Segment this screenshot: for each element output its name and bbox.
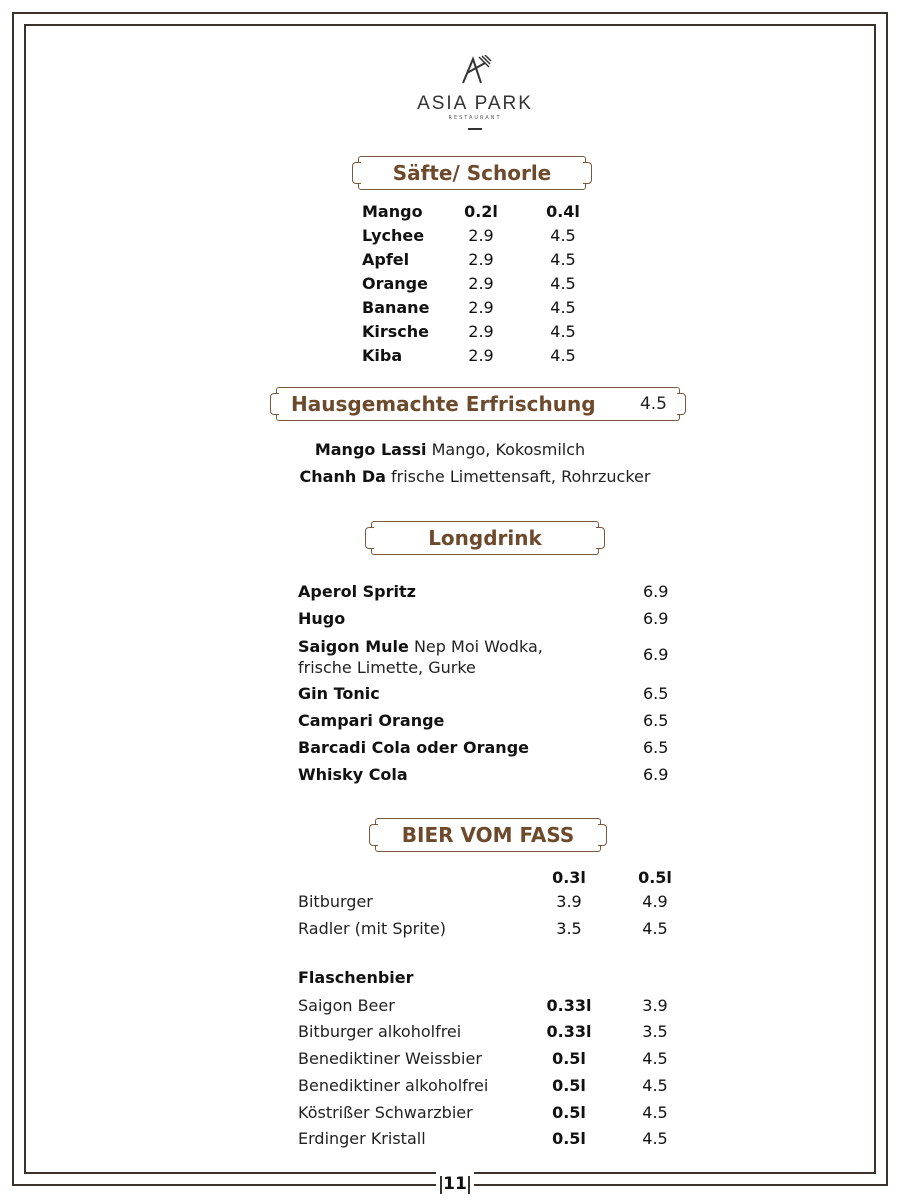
menu-item-price-small: 3.9	[556, 892, 582, 911]
section-price: 4.5	[639, 394, 667, 414]
menu-item-desc-cont: frische Limette, Gurke	[298, 658, 476, 677]
menu-item-price: 4.5	[642, 1129, 668, 1148]
menu-item-price-large: 4.5	[550, 322, 576, 341]
logo-divider	[468, 128, 482, 130]
menu-item-price: 6.5	[643, 738, 669, 757]
saefte-header-name: Mango	[362, 202, 423, 221]
menu-item-price: 3.5	[642, 1022, 668, 1041]
menu-item-mango-lassi	[0, 440, 900, 459]
menu-item-name: Aperol Spritz	[298, 582, 416, 601]
menu-item-name: Hugo	[298, 609, 346, 628]
page-number	[436, 1170, 474, 1200]
logo-fork-icon	[455, 55, 495, 85]
logo-subtitle: RESTAURANT	[448, 115, 502, 121]
menu-item-desc: frische Limettensaft, Rohrzucker	[390, 467, 651, 486]
menu-item-name: Gin Tonic	[298, 684, 380, 703]
page-number-text: 11	[443, 1174, 467, 1194]
menu-item-name: Köstrißer Schwarzbier	[298, 1103, 473, 1122]
menu-item-price-small: 2.9	[468, 298, 494, 317]
menu-item-name: Benediktiner Weissbier	[298, 1049, 482, 1068]
menu-item-price-large: 4.9	[642, 892, 668, 911]
menu-item-price: 6.9	[643, 645, 669, 664]
menu-item-price-small: 2.9	[468, 250, 494, 269]
menu-item-size: 0.5l	[552, 1103, 586, 1122]
menu-item-name: Radler (mit Sprite)	[298, 919, 447, 938]
section-title: Säfte/ Schorle	[392, 161, 552, 185]
menu-item-price-small: 2.9	[468, 346, 494, 365]
menu-item-name: Barcadi Cola oder Orange	[298, 738, 529, 757]
section-banner-longdrink	[371, 521, 599, 555]
flaschenbier-heading: Flaschenbier	[298, 968, 414, 987]
menu-item-price: 4.5	[642, 1076, 668, 1095]
menu-item-desc: Nep Moi Wodka,	[413, 637, 543, 656]
section-title: Hausgemachte Erfrischung	[291, 392, 596, 416]
menu-item-name: Benediktiner alkoholfrei	[298, 1076, 489, 1095]
menu-item-price: 6.9	[643, 765, 669, 784]
menu-item-price-small: 2.9	[468, 322, 494, 341]
menu-item-price: 4.5	[642, 1049, 668, 1068]
bier-header-small: 0.3l	[552, 868, 586, 887]
menu-item-desc: Mango, Kokosmilch	[431, 440, 586, 459]
menu-item-price-large: 4.5	[550, 298, 576, 317]
menu-item-size: 0.5l	[552, 1076, 586, 1095]
menu-item-price: 6.5	[643, 684, 669, 703]
menu-item-name: Lychee	[362, 226, 425, 245]
logo-name: ASIA PARK	[417, 93, 533, 114]
restaurant-logo	[390, 55, 560, 140]
menu-item-price: 4.5	[642, 1103, 668, 1122]
menu-item-name: Bitburger	[298, 892, 373, 911]
menu-item-name: Kiba	[362, 346, 403, 365]
section-title: BIER VOM FASS	[401, 823, 575, 847]
section-title: Longdrink	[428, 526, 542, 550]
menu-item-name: Banane	[362, 298, 430, 317]
menu-item-name: Campari Orange	[298, 711, 445, 730]
menu-item-saigon-mule	[298, 637, 543, 656]
menu-item-size: 0.33l	[546, 996, 592, 1015]
bier-header-large: 0.5l	[638, 868, 672, 887]
menu-item-name: Erdinger Kristall	[298, 1129, 426, 1148]
menu-item-size: 0.5l	[552, 1129, 586, 1148]
menu-item-price-small: 2.9	[468, 274, 494, 293]
menu-item-name: Whisky Cola	[298, 765, 408, 784]
menu-item-name: Orange	[362, 274, 428, 293]
menu-item-price: 6.5	[643, 711, 669, 730]
menu-item-price-small: 2.9	[468, 226, 494, 245]
menu-item-name: Kirsche	[362, 322, 430, 341]
menu-item-price-large: 4.5	[550, 346, 576, 365]
saefte-header-small: 0.2l	[464, 202, 498, 221]
menu-item-price-large: 4.5	[550, 226, 576, 245]
menu-item-chanh-da	[0, 467, 900, 486]
menu-item-price: 6.9	[643, 609, 669, 628]
menu-item-price-large: 4.5	[550, 274, 576, 293]
menu-item-name: Saigon Beer	[298, 996, 395, 1015]
menu-item-price-large: 4.5	[642, 919, 668, 938]
section-banner-erfrischung	[276, 387, 680, 421]
menu-item-price: 3.9	[642, 996, 668, 1015]
menu-item-price-large: 4.5	[550, 250, 576, 269]
menu-item-size: 0.33l	[546, 1022, 592, 1041]
menu-item-price: 6.9	[643, 582, 669, 601]
page-frame-inner	[24, 24, 876, 1174]
menu-item-name: Bitburger alkoholfrei	[298, 1022, 462, 1041]
menu-item-name: Apfel	[362, 250, 410, 269]
menu-item-name: Chanh Da	[299, 467, 386, 486]
menu-item-size: 0.5l	[552, 1049, 586, 1068]
menu-item-price-small: 3.5	[556, 919, 582, 938]
section-banner-bier	[375, 818, 601, 852]
menu-item-name: Saigon Mule	[298, 637, 409, 656]
saefte-header-large: 0.4l	[546, 202, 580, 221]
menu-item-name: Mango Lassi	[314, 440, 427, 459]
section-banner-saefte	[358, 156, 586, 190]
